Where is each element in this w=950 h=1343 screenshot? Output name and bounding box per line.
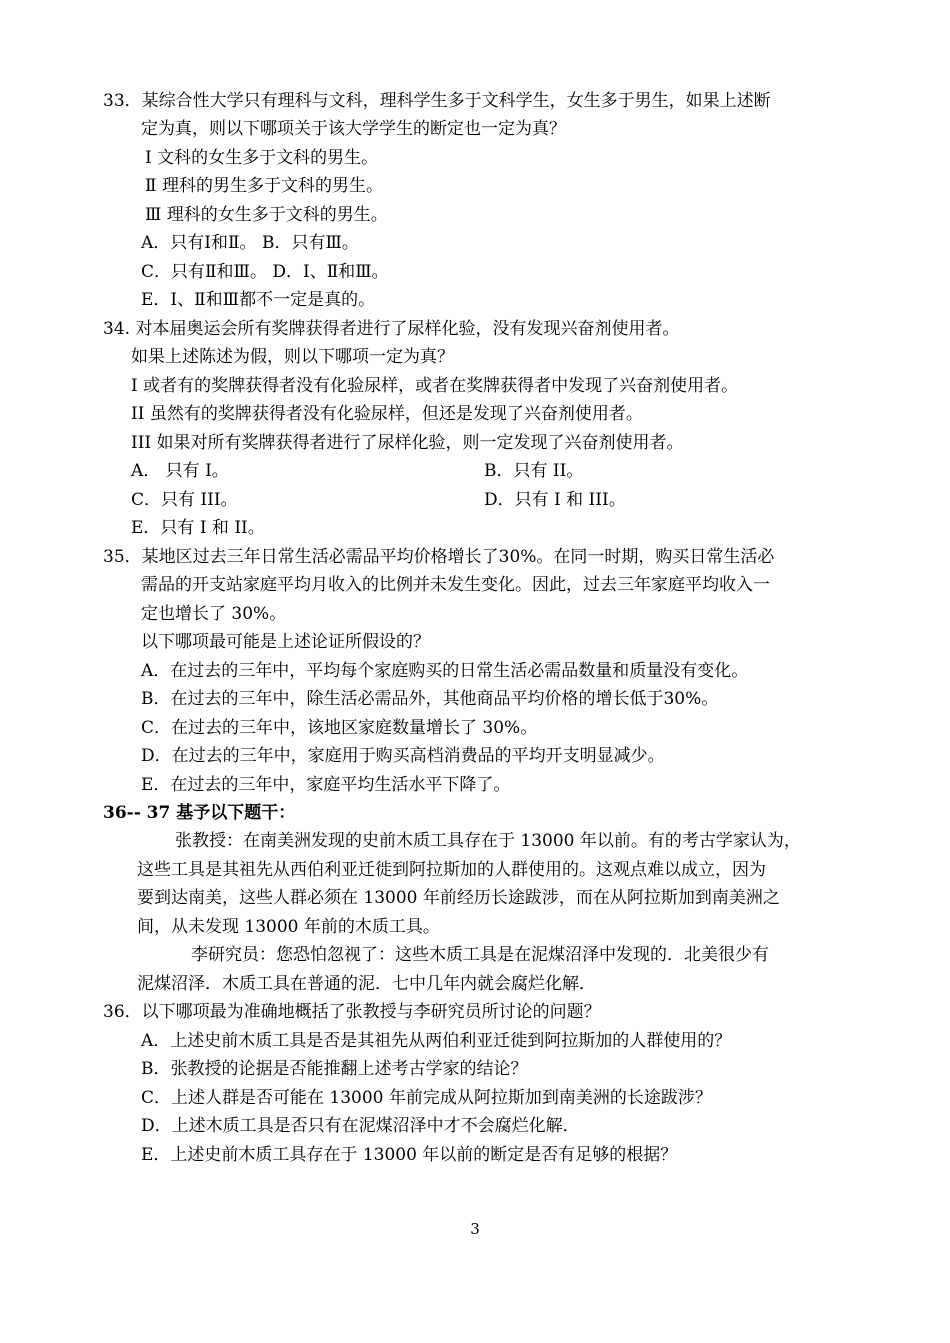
q35-question: 以下哪项最可能是上述论证所假设的？ [141, 632, 430, 652]
q33-stem-line1: 33．某综合性大学只有理科与文科，理科学生多于文科学生，女生多于男生，如果上述断 [103, 91, 771, 111]
q36-option-e: E．上述史前木质工具存在于 13000 年以前的断定是否有足够的根据？ [141, 1145, 678, 1165]
q35-option-e: E．在过去的三年中，家庭平均生活水平下降了。 [141, 775, 511, 795]
passage-p1-line3: 要到达南美，这些人群必须在 13000 年前经历长途跋涉，而在从阿拉斯加到南美洲之 [137, 888, 780, 908]
q34-statement-2: II 虽然有的奖牌获得者没有化验尿样，但还是发现了兴奋剂使用者。 [131, 404, 643, 424]
passage-p1-line1: 张教授：在南美洲发现的史前木质工具存在于 13000 年以前。有的考古学家认为， [175, 831, 801, 851]
passage-p1-line2: 这些工具是其祖先从西伯利亚迁徙到阿拉斯加的人群使用的。这观点难以成立，因为 [137, 860, 766, 880]
passage-p2-line1: 李研究员：您恐怕忽视了：这些木质工具是在泥煤沼泽中发现的．北美很少有 [191, 945, 769, 965]
q36-option-a: A．上述史前木质工具是否是其祖先从两伯利亚迁徙到阿拉斯加的人群使用的？ [141, 1031, 732, 1051]
q34-option-a: A． 只有 I。 [131, 461, 229, 481]
q34-option-b: B．只有 II。 [484, 461, 584, 481]
q33-statement-3: Ⅲ 理科的女生多于文科的男生。 [145, 205, 388, 225]
q35-stem-line2: 需品的开支站家庭平均月收入的比例并未发生变化。因此，过去三年家庭平均收入一 [141, 575, 770, 595]
q35-stem-line1: 35．某地区过去三年日常生活必需品平均价格增长了30%。在同一时期，购买日常生活必 [103, 547, 775, 567]
q34-option-e: E．只有 I 和 II。 [131, 518, 265, 538]
q35-option-c: C．在过去的三年中，该地区家庭数量增长了 30%。 [141, 718, 538, 738]
q34-option-c: C．只有 III。 [131, 490, 238, 510]
q36-stem: 36．以下哪项最为准确地概括了张教授与李研究员所讨论的问题？ [103, 1002, 601, 1022]
page-number: 3 [470, 1220, 480, 1238]
q33-stem-line2: 定为真，则以下哪项关于该大学学生的断定也一定为真？ [141, 119, 566, 139]
passage-p2-line2: 泥煤沼泽．木质工具在普通的泥．七中几年内就会腐烂化解． [137, 974, 596, 994]
passage-heading: 36-- 37 基予以下题干： [103, 803, 296, 823]
q33-options-cd: C．只有Ⅱ和Ⅲ。 D．Ⅰ、Ⅱ和Ⅲ。 [141, 262, 389, 282]
q36-option-c: C．上述人群是否可能在 13000 年前完成从阿拉斯加到南美洲的长途跋涉？ [141, 1088, 712, 1108]
q34-option-d: D．只有 I 和 III。 [484, 490, 626, 510]
q35-option-d: D．在过去的三年中，家庭用于购买高档消费品的平均开支明显减少。 [141, 746, 665, 766]
q34-stem-line2: 如果上述陈述为假，则以下哪项一定为真？ [131, 347, 454, 367]
q35-option-b: B．在过去的三年中，除生活必需品外，其他商品平均价格的增长低于30%。 [141, 689, 719, 709]
q34-stem-line1: 34. 对本届奥运会所有奖牌获得者进行了尿样化验，没有发现兴奋剂使用者。 [103, 319, 680, 339]
q36-option-d: D．上述木质工具是否只有在泥煤沼泽中才不会腐烂化解． [141, 1116, 580, 1136]
q34-statement-3: III 如果对所有奖牌获得者进行了尿样化验，则一定发现了兴奋剂使用者。 [131, 433, 684, 453]
q35-option-a: A．在过去的三年中，平均每个家庭购买的日常生活必需品数量和质量没有变化。 [141, 661, 749, 681]
q36-option-b: B．张教授的论据是否能推翻上述考古学家的结论？ [141, 1059, 528, 1079]
q33-statement-1: Ⅰ 文科的女生多于文科的男生。 [145, 148, 379, 168]
q33-statement-2: Ⅱ 理科的男生多于文科的男生。 [145, 176, 383, 196]
q33-option-e: E．Ⅰ、Ⅱ和Ⅲ都不一定是真的。 [141, 290, 376, 310]
q34-statement-1: I 或者有的奖牌获得者没有化验尿样，或者在奖牌获得者中发现了兴奋剂使用者。 [131, 376, 739, 396]
q33-options-ab: A．只有Ⅰ和Ⅱ。 B．只有Ⅲ。 [141, 233, 359, 253]
passage-p1-line4: 间，从未发现 13000 年前的木质工具。 [137, 917, 440, 937]
q35-stem-line3: 定也增长了 30%。 [141, 604, 287, 624]
